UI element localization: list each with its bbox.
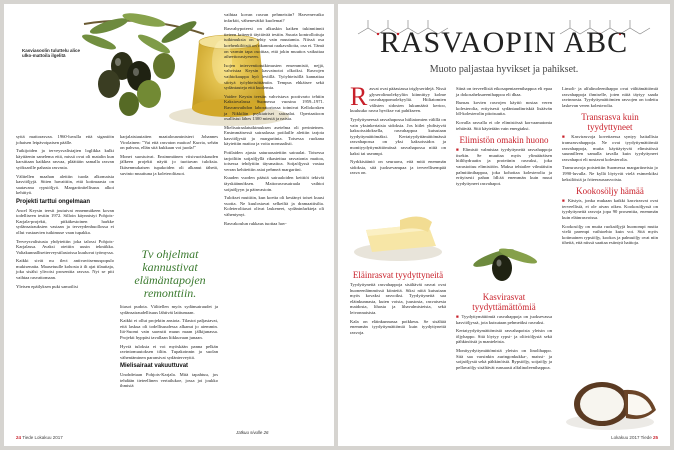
page-subtitle: Muoto paljastaa hyvikset ja pahikset. [429, 64, 579, 75]
right-column-1b [350, 266, 446, 338]
paragraph: Kaikki sivät nu tlect antivavitsemuspopulo mukisenatta. Maasetuulle kohosta ä ilt ajat tilauttaja, joka sisälsi ylivoisi prosenttia rasvaa. Nyt se piti vaihtaa rasvattomaan. [16, 258, 114, 281]
bullet-icon: ■ [562, 198, 568, 204]
left-column-1 [16, 134, 114, 292]
paragraph: Välitellen maahan alettiin tuoda alkomaisia kasviöljyjä. Sitten havaittiin, että kotimaasta on saatavana rypsiöljyä. Margariinitellisuus alkoi kehittyä. [16, 173, 114, 196]
paragraph: Vaidee Keysin teesiin vahvistava pootivarto tehtiin Kaksiovalassa Suomessa vuosina 1959–1971. Rasvanvaihdon laboratoriossa toimivat Kellokosken ja Nikkilän psykiatriset sairaalat. Opertaatioon osallistui lähes 1300 miestä ja naista. [224, 93, 324, 122]
paragraph: Tyydyttyneitä rasvahappoja sisältävät rasvat ovat huoneenlämmössä kiinteitä. Siksi niitä kutsutaan myös kovaksi rasvoiksi. Tyydyttyneitä saa eläinkunnasta, kuten voista, juustosta, rasvaisesta maidosta, lihasta ja lihavalmisteista, sekä leivonnaisista. [350, 282, 446, 315]
coconut-photo [564, 370, 664, 434]
paragraph: Rasvahypoteesi on alkuskin kaiken tukinniinnit tieteen kriteerit täyttävää testiin. Suuria kontrolloituja tutkimuksia on tehty vain muutamia. Niissä osa koehenkilöistä on rikannut raakavalioita, osa ei. Tämä on varmin tapa osoittaa, että jokin muuttos vaikuttaa aiheettorastyeseen. [224, 26, 324, 60]
paragraph: Nyrkkisääntö on seuraava, että mitä enemmän sidoksia, sitä juoksevampaa ja terveellisempää rasva on. [350, 159, 446, 176]
paragraph: Mielisairaalatutkimuksen asetelma oli perinteinen. Ensimmäisessä sairaalassa potilaille alettiin tarjota kasviöljystä ja margariinia. Toisessa ruokana käytettiin maitoa ja voita normaalisti. [224, 124, 324, 147]
paragraph: Tyydyttyneessä rasvahapossa hiiliatomien välillä on vain yksinkertaisia sidoksia. Jos hiilet yhdistyvät kaksoissidoksella, rasvahappoa kutsutaan tyydyttymättömäksi. Kertatyydyttämättömässä rasvahapossa on yksi kaksoissidos ja monityydyttymättömässä rasvahapossa niitä on kaksi tai useampi. [350, 116, 446, 156]
paragraph: vaihtaa kovan rasvan pehmeisiin? Harvenevatko infarktit, vähenevätkö kuolemat? [224, 12, 324, 23]
right-column-2b [456, 288, 552, 373]
paragraph: litasot pudota. Välitellen myös sydänsairaudet ja sydänsairaudellisuus lähtivät laittumaan. [120, 304, 218, 315]
paragraph [456, 314, 552, 325]
left-column-2b [120, 304, 218, 392]
paragraph: Terveysvalistusta yhdytettiin joka talossi Pohjois-Karjalassa. Avaksi otettiin uusin tekniikka. Valtakunnallisetterveystilastoissa kuuluvat työmyssa. [16, 238, 114, 255]
paragraph: Unohdetaan Pohjois-Karjala. Mitä tapahtuu, jos tehdään tieteellinen vertailukoe, jossa joi joukko ihmisiä [120, 371, 218, 389]
paragraph: karjalaistautaiten maatalousministeri Johannes Virolainen: "Vai että rasvaton maitoa! Kurria, sehän on pahvaa, ellän sitä kukkaan voi juoda!" [120, 134, 218, 151]
left-footer [16, 435, 63, 440]
section-heading: Elimistön omakin huono [459, 135, 549, 146]
section-heading: Mielisairaat vakuuttuvat [120, 363, 189, 370]
paragraph: Yleisen epäilyksen puki samoilisi [16, 283, 78, 289]
pull-quote: Tv ohjelmat kannustivat elämäntapojen remonttiin. [134, 247, 206, 300]
paragraph: Isojen interventiotutkimusten ensemmistö, nejjä, vahvistaa Keysin kasvainotoi olkoiksi. Rasvojen vaihtokauppa hyö leviillä. Työyhteisöllä kannattaa siirtyä työyhteisöttämiin. Tempus ehkäisee sekä sydäntauteja että kuolemia. [224, 62, 324, 91]
olive-photo [456, 236, 552, 286]
paragraph: Ancel Keysin teesit joutuivat ennenmäkeen kovan todelliseen testiin 1972. Silloin käynnistyi Pohjois-Karjala-projekti, pitkäkestoinen harkke sydänsairauksien vastaan ja terveydenhuollossa ei ollut vastaavien tutkimuse vaan tupakka. [16, 207, 114, 235]
continues-note: Jatkuu sivulle 26 [236, 430, 269, 435]
right-column-1 [350, 82, 447, 179]
paragraph-text: Elimistö valmistaa tyydyttyneitä rasvahappoja itsekin. Se muuttaa myös ylimääräisen hiilihydraatin ja proteiinin rasvaksi, joka varastoituu elimistöön. Maksa tehtailee vilmiäisiin palmitiinihappoa, joka kohottaa kolesterolia ja erityisesti pahan ldl:ää enemmän kuin muut tyydyttyneet rasvahapot. [456, 147, 552, 186]
paragraph: Kovalla rasvalla ei ole elimistössä korvaamatonta tehtävää. Sitä käytetään vain energiaksi. [456, 119, 552, 131]
intro-text: asvat ovat pääasiassa triglyseridejä. Nissä glyserolimolekyyliin kiinnittyy kolme rasvahappomolekyyliä. Hiiliatomien välisten sidosten lukumäärä kertoo, kuuluuko rasva hyvikse vai pahikseen. [350, 86, 447, 114]
bullet-icon: ■ [456, 147, 463, 153]
paragraph: Kuuden vuoden päästä sairaaloiden keittiöt tekivät täyskäännöksen. Maitorasvasairaala vaihtoi soijaöljyyn ja päinvastoin. [224, 175, 324, 192]
right-column-2 [456, 86, 552, 189]
drop-cap: R [350, 82, 368, 111]
paragraph: Limoli- ja alfalinoleenihappo ovat välttämättömiä rasvahappoja ihmiselle, joten niitä täytyy saada ravinnosta. Tyydyttymättömien rasvojen on todettu laskevan veren kolesterolia. [562, 86, 658, 108]
section-heading: Projekti tarttui ongelmaan [16, 198, 91, 205]
left-column-3 [224, 12, 324, 229]
paragraph: Kaikki ei ollut projektin ansiota. Tilastot paljastavat, että laskua oli todellisuudessa alkanut jo aiemmin. Itä-Suomi vain saavutti muun maan jälkijunassa. Projekti hyppäsi tavallaan liikkuvaan junaan. [120, 318, 218, 340]
paragraph [562, 134, 658, 162]
footer-text: Tiede Lokakuu 2017 [22, 435, 63, 440]
right-footer [611, 435, 658, 440]
paragraph: Transrasvoja poistettiin Suomessa margariineista jo 1990-luvulla. Ne kyllä löytyvät vielä esimerkiksi keksilöistä ja friteerausrasvoista. [562, 165, 658, 182]
photo-caption: Kasviasoolin tuluttelu alice ulko-mattoila ilgelitä [22, 48, 81, 59]
paragraph-text: Tyydyttymättömiä rasvahappoja on juoksevassa kasviöljyssä, jota kutsutaan pehmeäksi rasvaksi. [456, 314, 552, 325]
paragraph: Potilaiden ajasta saturaasaiettiin sairaalat. Toisessa tarjoiltiin soijaöljyllä rikastettua rasvatonta maitoa, toisessa tehdyttiin täysmaitoa. Soijaöljyssä vastaa verran kehitettiin asiat pehmeä margariini. [224, 150, 324, 172]
section-heading: Eläinrasvat tyydyttyneitä [352, 270, 444, 280]
page-number: 25 [652, 435, 658, 440]
footer-text: Lokakuu 2017 Tiede [611, 435, 652, 440]
paragraph: Siinä on terveellisiä eikosapentaeenihappoa eli epaa ja dokosaheksaeenihappoa eli dhaa. [456, 86, 552, 97]
paragraph: Rasvakoulun rukkaus tuottaa hav- [224, 220, 287, 226]
intro-paragraph [350, 82, 447, 114]
paragraph-text: Kasvirasvoja kovettaessa syntyy haitallisia transrasvahappoja. Ne ovat tyydyttymättömiä rasvahappoja, mutta käyttäytyvät elimistössä suunnilleen samalla tavalla kuin tyydyttyneet rasvahapot eli nostavat kolesterolia. [562, 134, 658, 162]
section-heading: Transrasva kuin tyydyttyneet [581, 112, 639, 133]
paragraph: Tulokset muttitin, kun koetta oli kestänyt toiset kuusi vuotta. Ne kuulostavat selkeiltä ja dramaattisilta. Koleterolitasot olivat laskeneet, sydäninfarkteja oli vähentynyt. [224, 195, 324, 217]
paragraph-text: Kästyts, jonka mukaan kaikki kasvirasvat ovat terveellisiä, ei ole aivan oikea. Kookosöljyssä on tyydyttyneitä rasvoja jopa 90 prosenttia, enemmän kuin eläinrasvoissa. [562, 198, 658, 220]
right-page [338, 4, 670, 446]
paragraph: syttä mattorasvaa. 1960-luvulla että siganiöin johaisen leipävoipaisen päälle. [16, 134, 114, 145]
left-page [4, 4, 334, 446]
paragraph [456, 147, 552, 186]
right-column-3 [562, 86, 658, 249]
paragraph: Runsas kovien rasvojen käyttö nostaa veren kolesterolia, erityisesti sydäntaudinriskiä lisäävän ldl-kolesterolin pitoisuutta. [456, 100, 552, 117]
page-title: RASVAOPIN ABC [379, 26, 629, 59]
paragraph: Tutkijoiden ja terveysvalistajien loglikka kulki käyttäenin sanelema että, missä ovat oli matalin kun karsittaan kaikkea rasvaa, pläättäin samalla rasvan syöksarille pahasta rasvasta. [16, 148, 114, 170]
section-heading: Kasvirasvat tyydyttämättömiä [472, 292, 536, 312]
section-heading: Kookosöljy hämää [576, 186, 644, 197]
paragraph: Kala on eläinkunnassa poikkeus. Se sisältää enemmän tyydyttymättömiä kuin tyydyttyneitä rasvoja. [350, 318, 446, 335]
paragraph: Kertatyydyttymättömistä rasvahapoista yleisin on öljyhappo. Sitä löytyy rypsi- ja oliiviöljystä sekä pähkinöistä ja manteleista. [456, 328, 552, 345]
paragraph [562, 198, 658, 220]
left-column-2 [120, 134, 218, 179]
paragraph: Hyviä tuloksia ei voi myöskään panna pelkän ravintomuutoksen tiliin. Tupakoinnin ja suolan vähentäminen paransivat sydänterveyttä. [120, 343, 218, 360]
paragraph: Monet suostuivat. Ensimmäinen viisivuotiskauden jälkeen projekti näytti jo tuottavan tuloksia. Ikäsenmukaisen tupakoiden oli alkanut tähetä, suvinto muuttuna ja koleterolitasot. [120, 153, 218, 176]
bullet-icon: ■ [456, 314, 462, 319]
butter-photo [350, 202, 446, 264]
page-number: 24 [16, 435, 22, 440]
paragraph: Monityydyttymättömistä yleisin on linolihappo. Sitä saa varsinkin auringonkukka-, maissi- ja soijaöljystä sekä pähkinöistä. Rypsiöljy, soijaöljy ja pellavaöljy sisältävät runsaasti alfalinoleenihappoa. [456, 347, 552, 370]
bullet-icon: ■ [562, 134, 572, 140]
paragraph: Kookosöljy on muita ruokaöljyjä huonompi mutta vielä parempi vaihtoehto kuin voi. Sitä myös kotimainen rypsiöljy, kookos ja palmuöljy ovat niin tiheitä, että niissä saattaa esiintyä haittoja. [562, 223, 658, 246]
